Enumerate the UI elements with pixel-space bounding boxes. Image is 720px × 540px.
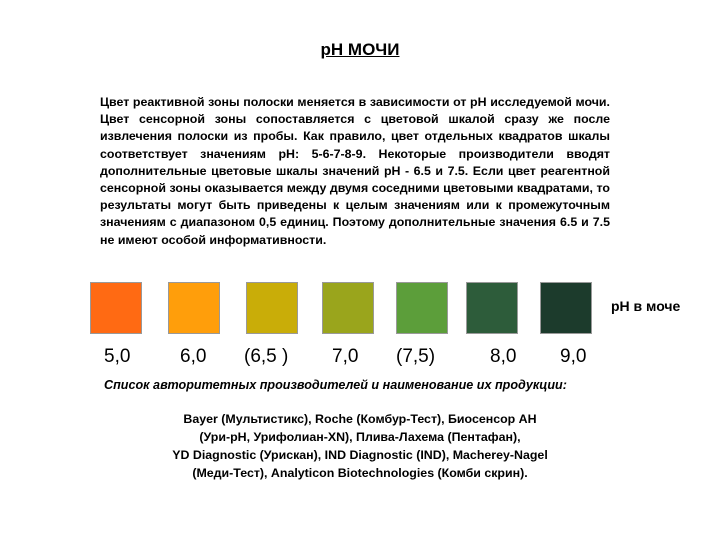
description-paragraph: Цвет реактивной зоны полоски меняется в зависимости от pH исследуемой мочи. Цвет сенсорной зоны сопоставляется с цветовой шкалой сразу же после извлечения полоски из пробы. Как правило, цвет отдельных квадратов шкалы соответствует значениям pH: 5-6-7-8-9. Некоторые производители вводят дополнительные цветовые шкалы значений pH - 6.5 и 7.5. Если цвет реагентной сенсорной зоны оказывается между двумя соседними цветовыми квадратами, то результаты могут быть приведены к целым значениям или к промежуточным значениям с диапазоном 0,5 единиц. Поэтому дополнительные значения 6.5 и 7.5 не имеют особой информативности. bbox=[100, 95, 610, 247]
scale-value-label: 7,0 bbox=[332, 346, 359, 367]
manufacturers-line: YD Diagnostic (Урискан), IND Diagnostic (IND), Macherey-Nagel bbox=[172, 448, 548, 462]
scale-value-label: 6,0 bbox=[180, 346, 207, 367]
scale-value-label: 5,0 bbox=[104, 346, 131, 367]
color-swatch-9-0 bbox=[540, 282, 592, 334]
scale-value-label: (6,5 ) bbox=[244, 346, 289, 367]
ph-scale-label: pH в моче bbox=[611, 298, 681, 314]
color-swatch-7-0 bbox=[322, 282, 374, 334]
color-swatch-7-5 bbox=[396, 282, 448, 334]
color-swatch-5-0 bbox=[90, 282, 142, 334]
manufacturers-heading: Список авторитетных производителей и наименование их продукции: bbox=[104, 378, 567, 392]
scale-value-label: (7,5) bbox=[396, 346, 436, 367]
scale-value-label: 9,0 bbox=[560, 346, 587, 367]
page-title: pH МОЧИ bbox=[320, 40, 400, 59]
manufacturers-line: Bayer (Мультистикс), Roche (Комбур-Тест), Биосенсор АН bbox=[183, 412, 537, 426]
manufacturers-line: (Меди-Тест), Analyticon Biotechnologies (Комби скрин). bbox=[192, 466, 528, 480]
color-swatch-8-0 bbox=[466, 282, 518, 334]
manufacturers-list bbox=[100, 410, 620, 482]
color-swatch-6-5 bbox=[246, 282, 298, 334]
color-swatch-6-0 bbox=[168, 282, 220, 334]
manufacturers-line: (Ури-pH, Урифолиан-XN), Плива-Лахема (Пентафан), bbox=[199, 430, 521, 444]
scale-value-label: 8,0 bbox=[490, 346, 517, 367]
